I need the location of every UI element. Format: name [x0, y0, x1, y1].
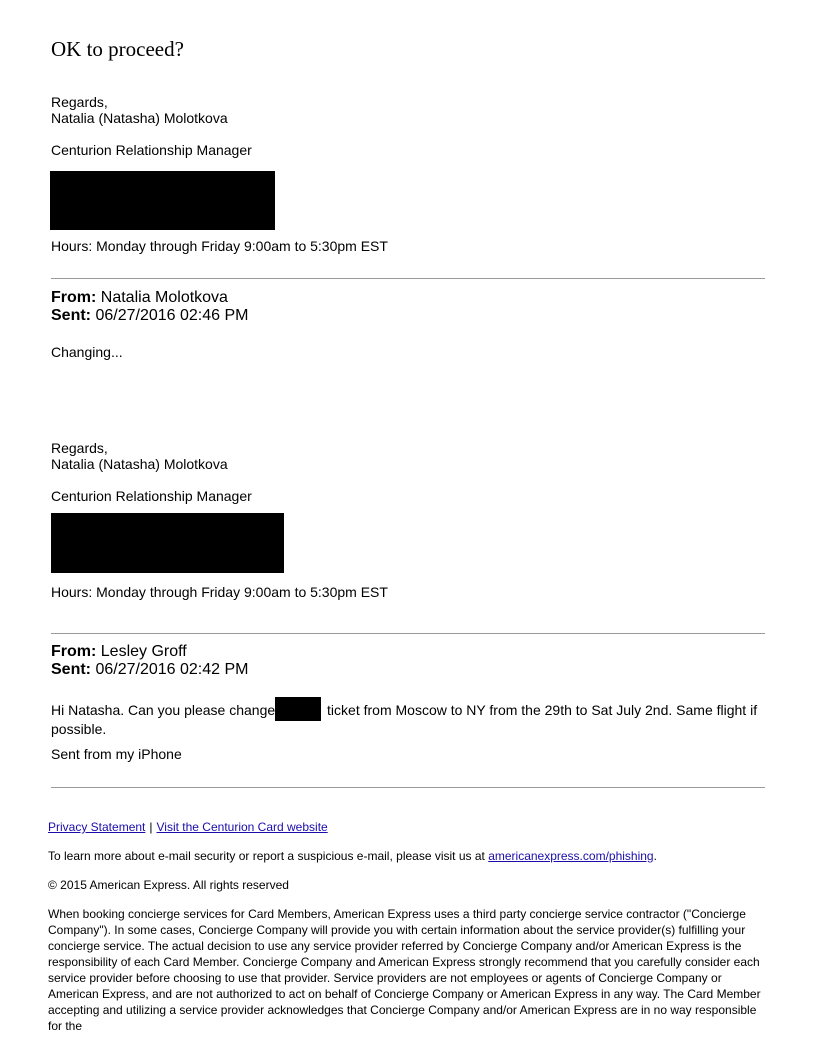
- signature-regards: Regards,: [51, 440, 108, 456]
- message-body-start: Hi Natasha. Can you please change: [51, 702, 276, 718]
- sent-timestamp: 06/27/2016 02:42 PM: [95, 661, 249, 678]
- signature-hours: Hours: Monday through Friday 9:00am to 5:30pm EST: [51, 238, 388, 254]
- signature-hours: Hours: Monday through Friday 9:00am to 5:30pm EST: [51, 584, 388, 600]
- link-separator: |: [149, 820, 153, 834]
- concierge-disclaimer: When booking concierge services for Card Members, American Express uses a third party concierge service contractor ("Concierge Company"). In some cases, Concierge Company will provide you with certain information about the service provider(s) fulfilling your concierge service. The actual decision to use any service provider referred by Concierge Company and/or American Express is the responsibility of each Card Member. Concierge Company and American Express strongly recommend that you carefully consider each service provider before choosing to use that provider. Service providers are not employees or agents of Concierge Company or American Express, and are not authorized to act on behalf of Concierge Company or American Express in any way. The Card Member accepting and utilizing a service provider acknowledges that Concierge Company and/or American Express are in no way responsible for the: [48, 907, 761, 1033]
- security-end: .: [653, 849, 657, 863]
- message-divider: [51, 278, 765, 279]
- message-from-line: [51, 289, 228, 307]
- signature-name: Natalia (Natasha) Molotkova: [51, 110, 228, 126]
- centurion-website-link[interactable]: Visit the Centurion Card website: [156, 820, 328, 834]
- sent-label: Sent:: [51, 661, 91, 678]
- footer-links: [48, 819, 328, 835]
- sent-label: Sent:: [51, 307, 91, 324]
- security-notice: [48, 848, 657, 864]
- from-label: From:: [51, 643, 97, 660]
- message-sent-line: [51, 307, 248, 325]
- signature-name: Natalia (Natasha) Molotkova: [51, 456, 228, 472]
- redacted-contact-block: [50, 171, 275, 230]
- redacted-name: [275, 697, 321, 721]
- message-signoff: Sent from my iPhone: [51, 746, 182, 762]
- message-body: Changing...: [51, 344, 123, 360]
- message-sent-line: [51, 661, 248, 679]
- privacy-statement-link[interactable]: Privacy Statement: [48, 820, 146, 834]
- signature-role: Centurion Relationship Manager: [51, 142, 252, 158]
- message-body: [51, 697, 767, 737]
- email-subject-question: OK to proceed?: [51, 37, 184, 61]
- from-sender: Lesley Groff: [100, 643, 187, 660]
- message-divider: [51, 633, 765, 634]
- from-label: From:: [51, 289, 97, 306]
- security-text: To learn more about e-mail security or report a suspicious e-mail, please visit us at: [48, 849, 489, 863]
- signature-role: Centurion Relationship Manager: [51, 488, 252, 504]
- message-from-line: [51, 643, 187, 661]
- copyright: © 2015 American Express. All rights reserved: [48, 878, 289, 892]
- phishing-link[interactable]: americanexpress.com/phishing: [488, 849, 654, 863]
- message-body-end: ticket from Moscow to NY from the 29th to Sat July 2nd. Same flight if possible.: [51, 702, 758, 737]
- from-sender: Natalia Molotkova: [100, 289, 228, 306]
- signature-regards: Regards,: [51, 94, 108, 110]
- redacted-contact-block: [51, 513, 284, 573]
- message-divider: [51, 787, 765, 788]
- sent-timestamp: 06/27/2016 02:46 PM: [95, 307, 249, 324]
